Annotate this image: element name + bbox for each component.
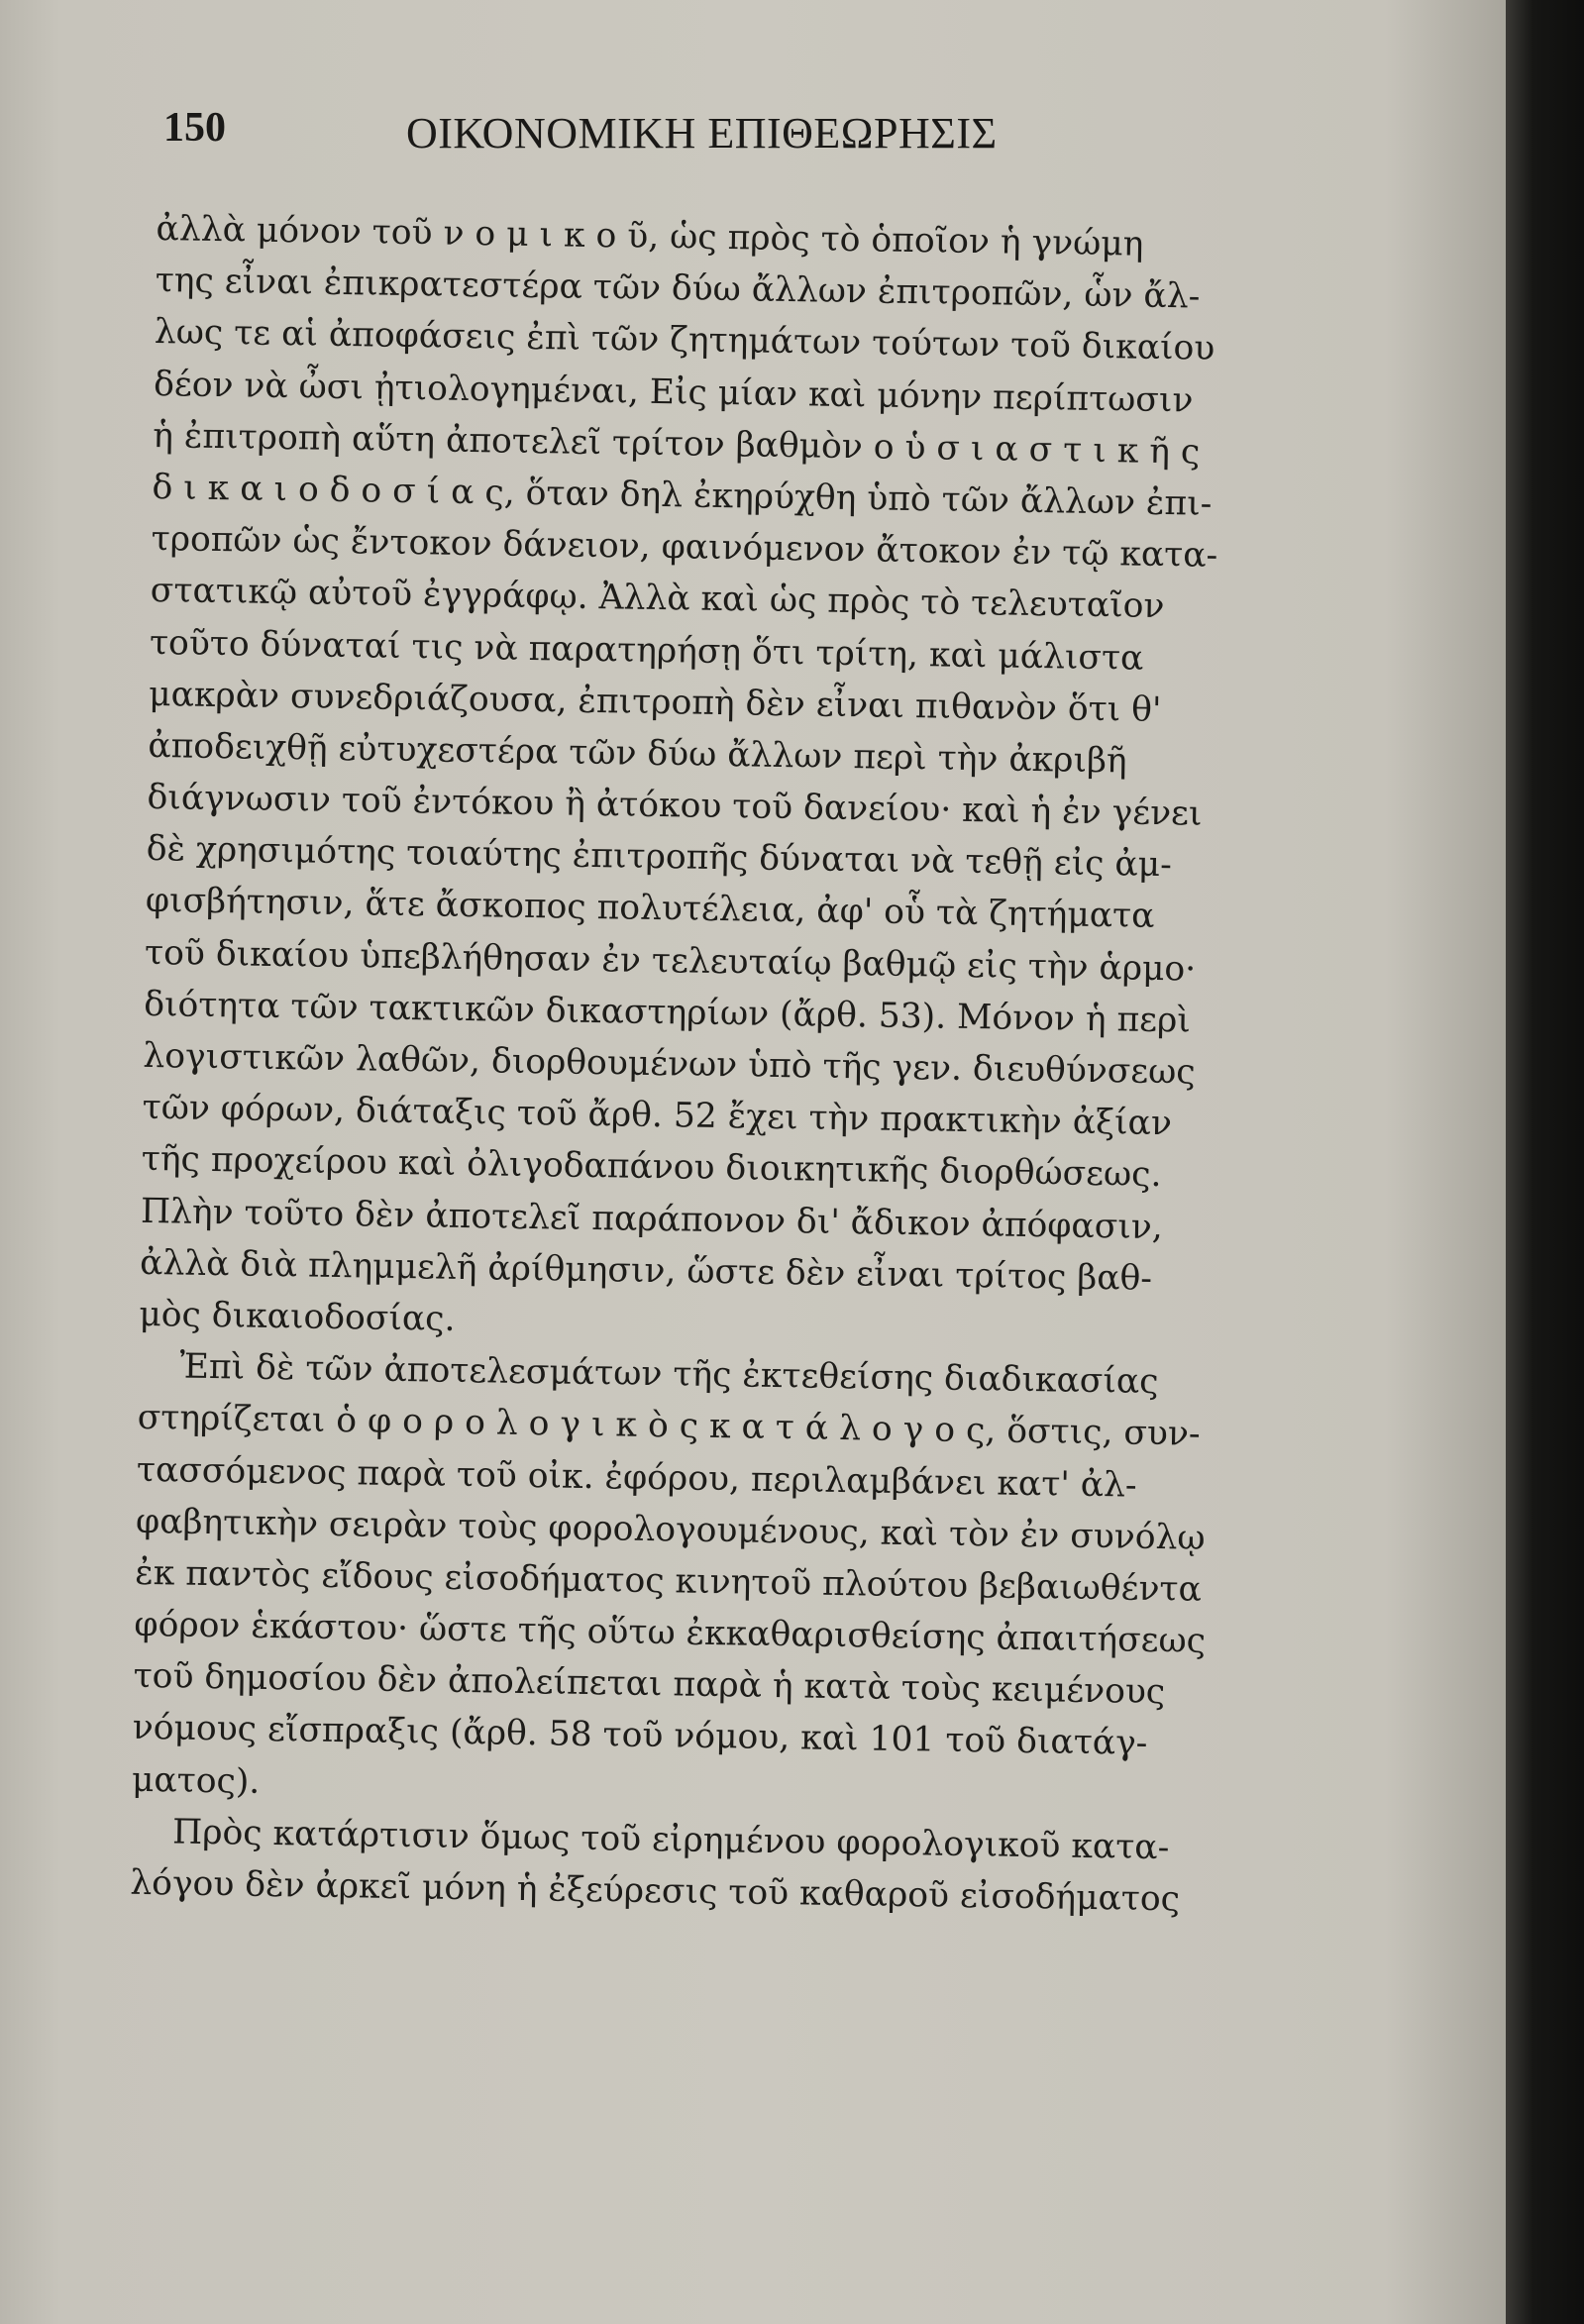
text-line: φόρον ἑκάστου· ὥστε τῆς οὕτω ἐκκαθαρισθείσης ἀπαιτήσεως	[134, 1604, 1207, 1661]
text-line: διάγνωσιν τοῦ ἐντόκου ἢ ἀτόκου τοῦ δανείου· καὶ ἡ ἐν γένει	[147, 777, 1203, 834]
text-line: τῆς προχείρου καὶ ὀλιγοδαπάνου διοικητικῆς διορθώσεως.	[141, 1139, 1162, 1196]
page-header	[163, 104, 1303, 173]
text-line: φισβήτησιν, ἅτε ἄσκοπος πολυτέλεια, ἀφ' οὗ τὰ ζητήματα	[145, 881, 1155, 937]
text-line: ἡ ἐπιτροπὴ αὕτη ἀποτελεῖ τρίτον βαθμὸν ο ὑ σ ι α σ τ ι κ ῆ ς	[152, 415, 1201, 473]
paragraph-start-line: Πρὸς κατάρτισιν ὅμως τοῦ εἰρημένου φορολογικοῦ κατα-	[171, 1812, 1170, 1868]
running-title: ΟΙΚΟΝΟΜΙΚΗ ΕΠΙΘΕΩΡΗΣΙΣ	[406, 109, 998, 158]
text-line: τοῦτο δύναταί τις νὰ παρατηρήσῃ ὅτι τρίτη, καὶ μάλιστα	[149, 622, 1144, 679]
text-line: λογιστικῶν λαθῶν, διορθουμένων ὑπὸ τῆς γεν. διευθύνσεως	[143, 1035, 1196, 1093]
text-line: στηρίζεται ὁ φ ο ρ ο λ ο γ ι κ ὸ ς κ α τ ά λ ο γ ο ς, ὅστις, συν-	[137, 1398, 1201, 1455]
text-line: ἀλλὰ μόνον τοῦ ν ο μ ι κ ο ῦ, ὡς πρὸς τὸ ὁποῖον ἡ γνώμη	[156, 208, 1144, 264]
text-line: τροπῶν ὡς ἔντοκον δάνειον, φαινόμενον ἄτοκον ἐν τῷ κατα-	[151, 519, 1218, 576]
text-line: στατικῷ αὐτοῦ ἐγγράφῳ. Ἀλλὰ καὶ ὡς πρὸς τὸ τελευταῖον	[150, 571, 1165, 627]
text-line: ἀποδειχθῇ εὐτυχεστέρα τῶν δύω ἄλλων περὶ τὴν ἀκριβῆ	[148, 725, 1127, 782]
text-line: λόγου δὲν ἀρκεῖ μόνη ἡ ἐξεύρεσις τοῦ καθαροῦ εἰσοδήματος	[130, 1862, 1181, 1920]
text-line: ἀλλὰ διὰ πλημμελῆ ἀρίθμησιν, ὥστε δὲν εἶναι τρίτος βαθ-	[139, 1242, 1153, 1299]
text-line: δέον νὰ ὦσι ᾐτιολογημέναι, Εἰς μίαν καὶ μόνην περίπτωσιν	[153, 364, 1194, 421]
text-line: διότητα τῶν τακτικῶν δικαστηρίων (ἄρθ. 53). Μόνον ἡ περὶ	[143, 984, 1192, 1041]
text-line: της εἶναι ἐπικρατεστέρα τῶν δύω ἄλλων ἐπιτροπῶν, ὧν ἄλ-	[155, 261, 1201, 317]
text-line: φαβητικὴν σειρὰν τοὺς φορολογουμένους, καὶ τὸν ἐν συνόλῳ	[135, 1501, 1206, 1558]
text-line: τοῦ δημοσίου δὲν ἀπολείπεται παρὰ ἡ κατὰ τοὺς κειμένους	[133, 1656, 1166, 1713]
text-line: δ ι κ α ι ο δ ο σ ί α ς, ὅταν δηλ ἐκηρύχθη ὑπὸ τῶν ἄλλων ἐπι-	[152, 467, 1213, 524]
text-line: νόμους εἴσπραξις (ἄρθ. 58 τοῦ νόμου, καὶ 101 τοῦ διατάγ-	[132, 1708, 1148, 1764]
text-line: λως τε αἱ ἀποφάσεις ἐπὶ τῶν ζητημάτων τούτων τοῦ δικαίου	[154, 312, 1215, 370]
book-gutter-shadow	[1506, 0, 1584, 2324]
paragraph-start-line: Ἐπὶ δὲ τῶν ἀποτελεσμάτων τῆς ἐκτεθείσης διαδικασίας	[179, 1346, 1159, 1403]
page-number: 150	[163, 105, 226, 151]
text-line: τοῦ δικαίου ὑπεβλήθησαν ἐν τελευταίῳ βαθμῷ εἰς τὴν ἁρμο·	[144, 932, 1197, 990]
body-text	[130, 203, 1286, 1927]
text-line: Πλὴν τοῦτο δὲν ἀποτελεῖ παράπονον δι' ἄδικον ἀπόφασιν,	[140, 1191, 1164, 1247]
text-line: μακρὰν συνεδριάζουσα, ἐπιτροπὴ δὲν εἶναι πιθανὸν ὅτι θ'	[148, 674, 1162, 730]
text-line: μὸς δικαιοδοσίας.	[139, 1294, 456, 1339]
text-line: τασσόμενος παρὰ τοῦ οἰκ. ἐφόρου, περιλαμβάνει κατ' ἀλ-	[136, 1449, 1137, 1506]
text-line: τῶν φόρων, διάταξις τοῦ ἄρθ. 52 ἔχει τὴν πρακτικὴν ἀξίαν	[142, 1088, 1173, 1144]
text-line: ματος).	[131, 1759, 261, 1802]
text-line: δὲ χρησιμότης τοιαύτης ἐπιτροπῆς δύναται νὰ τεθῇ εἰς ἀμ-	[146, 829, 1173, 886]
text-line: ἐκ παντὸς εἴδους εἰσοδήματος κινητοῦ πλούτου βεβαιωθέντα	[134, 1552, 1203, 1610]
